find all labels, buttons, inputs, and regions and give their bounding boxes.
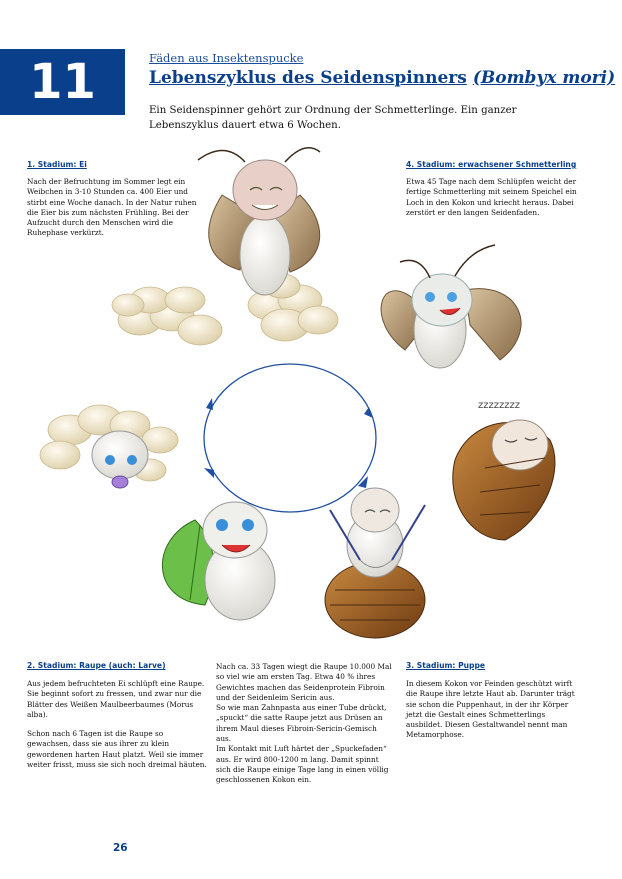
stage2-para1: Aus jedem befruchteten Ei schlüpft eine Raupe. Sie beginnt sofort zu fressen, und zwar nur die Blätter des Weißen Maulbeerbaumes (Morus alba). <box>27 679 205 719</box>
page-number: 26 <box>113 842 128 854</box>
stage2-text <box>27 679 207 779</box>
stage2-continued-text <box>216 662 394 786</box>
stage2b-para3: Im Kontakt mit Luft härtet der „Spuckefaden“ aus. Er wird 800-1200 m lang. Damit spinnt sich die Raupe einige Tage lang in einen völlig geschlossenen Kokon ein. <box>216 744 389 785</box>
stage4-adult-moth <box>381 245 521 368</box>
stage4-text: Etwa 45 Tage nach dem Schlüpfen weicht der fertige Schmetterling mit seinem Speichel ein Loch in den Kokon und kriecht heraus. Dabei zerstört er den langen Seidenfaden. <box>406 177 577 217</box>
stage3-text: In diesem Kokon vor Feinden geschützt wirft die Raupe ihre letzte Haut ab. Darunter trägt sie schon die Puppenhaut, in der ihr Körper jetzt die Gestalt eines Schmetterlings ausbildet. Diesen Gestaltwandel nennt man Metamorphose. <box>406 679 575 740</box>
stage3-heading: 3. Stadium: Puppe <box>406 661 486 670</box>
stage1-text: Nach der Befruchtung im Sommer legt ein Weibchen in 3-10 Stunden ca. 400 Eier und stirbt eine Woche danach. In der Natur ruhen die Eier bis zum nächsten Frühling. Bei der Aufzucht durch den Menschen wird die Ruhephase verkürzt. <box>27 177 197 238</box>
cycle-ellipse <box>204 364 376 512</box>
chapter-number: 11 <box>29 54 96 110</box>
stage4-heading: 4. Stadium: erwachsener Schmetterling <box>406 160 577 169</box>
stage2b-para1: Nach ca. 33 Tagen wiegt die Raupe 10.000 Mal so viel wie am ersten Tag. Etwa 40 % ihres Gewichtes machen das Seidenprotein Fibroin und der Seidenleim Sericin aus. <box>216 662 392 702</box>
stage2-eating-caterpillar <box>162 502 275 620</box>
stage2-spinning-caterpillar <box>325 488 425 638</box>
cycle-arrowheads <box>204 398 373 488</box>
stage3-pupa-in-cocoon <box>453 420 555 540</box>
title-main: Lebenszyklus des Seidenspinners <box>149 68 467 88</box>
stage1-heading: 1. Stadium: Ei <box>27 160 87 169</box>
stage2-heading: 2. Stadium: Raupe (auch: Larve) <box>27 661 166 670</box>
stage2-baby-caterpillar <box>40 405 178 488</box>
stage2-para2: Schon nach 6 Tagen ist die Raupe so gewachsen, dass sie aus ihrer zu klein gewordenen harten Haut platzt. Weil sie immer weiter frisst, muss sie sich noch dreimal häuten. <box>27 729 207 770</box>
sleep-zzz: zzzzzzzz <box>478 400 520 411</box>
chapter-subtitle: Fäden aus Insektenspucke <box>149 51 304 65</box>
stage2b-para2: So wie man Zahnpasta aus einer Tube drückt, „spuckt“ die satte Raupe jetzt aus Drüsen an ihrem Maul dieses Fibroin-Sericin-Gemisch aus. <box>216 703 387 744</box>
intro-text: Ein Seidenspinner gehört zur Ordnung der Schmetterlinge. Ein ganzer Lebenszyklus dauert etwa 6 Wochen. <box>149 105 517 131</box>
title-latin: (Bombyx mori) <box>472 68 616 88</box>
